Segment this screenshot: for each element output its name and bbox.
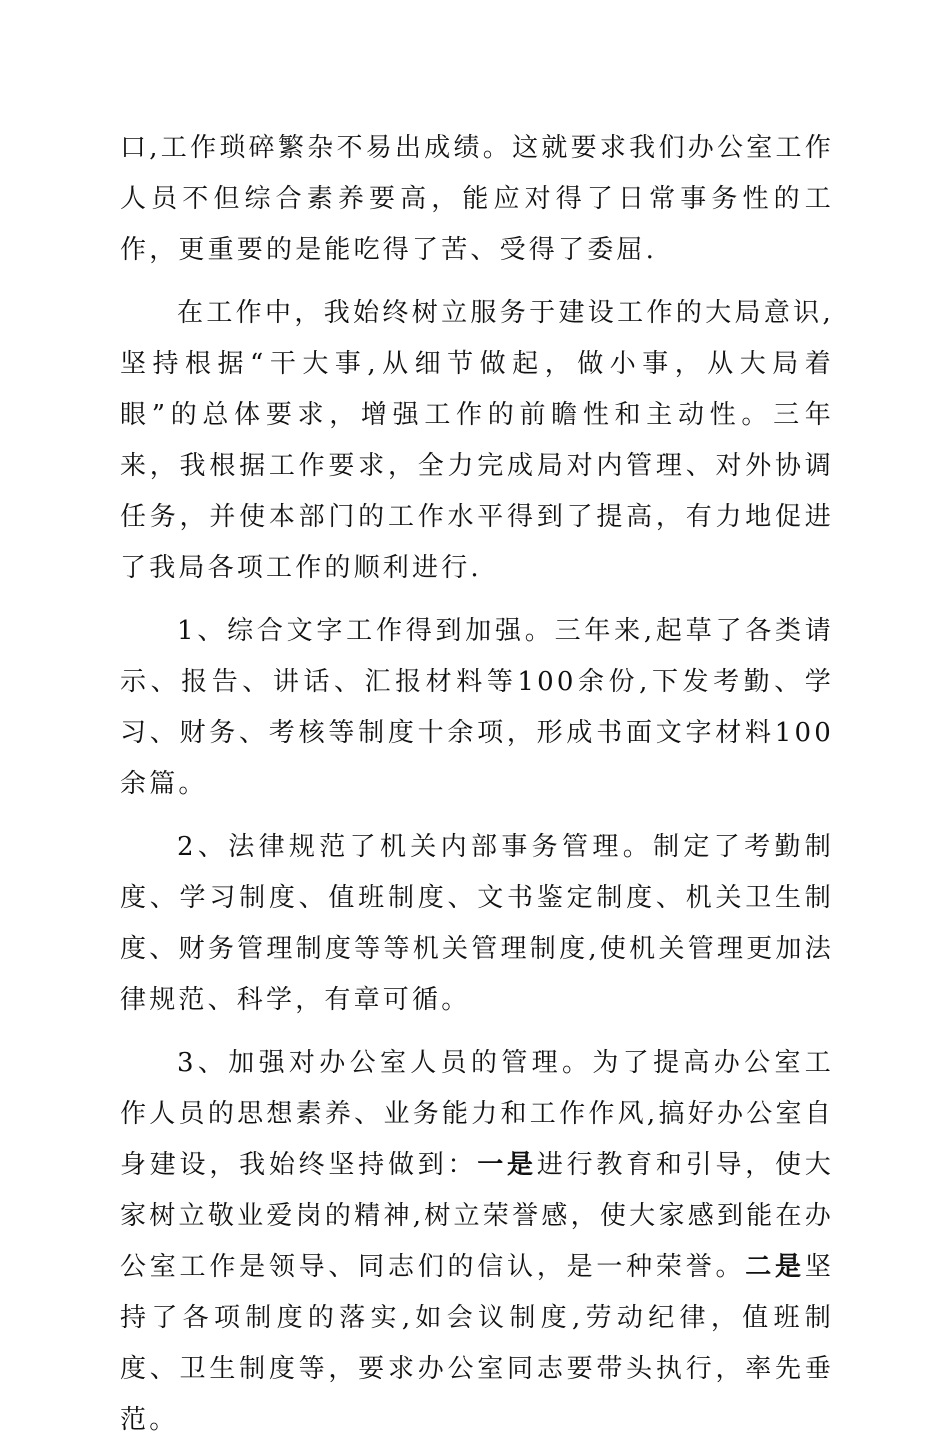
paragraph-item-2: 2、法律规范了机关内部事务管理。制定了考勤制度、学习制度、值班制度、文书鉴定制度、机关卫生制度、财务管理制度等等机关管理制度,使机关管理更加法律规范、科学，有章可循。 [120,832,834,1015]
paragraph-item-3 [120,1038,834,1446]
paragraph-item-3-second-point: 坚持了各项制度的落实,如会议制度,劳动纪律，值班制度、卫生制度等，要求办公室同志要带头执行，率先垂范。 [120,1252,835,1435]
paragraph-item-1: 1、综合文字工作得到加强。三年来,起草了各类请示、报告、讲话、汇报材料等100余份,下发考勤、学习、财务、考核等制度十余项，形成书面文字材料100余篇。 [120,616,834,799]
document-page [120,123,834,1446]
paragraph-overview: 在工作中，我始终树立服务于建设工作的大局意识,坚持根据“干大事,从细节做起，做小事，从大局着眼”的总体要求，增强工作的前瞻性和主动性。三年来，我根据工作要求，全力完成局对内管理、对外协调任务，并使本部门的工作水平得到了提高，有力地促进了我局各项工作的顺利进行. [120,298,834,583]
paragraph-continuation: 口,工作琐碎繁杂不易出成绩。这就要求我们办公室工作人员不但综合素养要高，能应对得了日常事务性的工作，更重要的是能吃得了苦、受得了委屈. [120,133,834,265]
emphasis-first: 一是 [477,1150,537,1180]
paragraph-item-3-intro: 3、加强对办公室人员的管理。为了提高办公室工作人员的思想素养、业务能力和工作作风,搞好办公室自身建设，我始终坚持做到： [120,1048,834,1180]
paragraph-item-3-first-point: 进行教育和引导，使大家树立敬业爱岗的精神,树立荣誉感，使大家感到能在办公室工作是领导、同志们的信认，是一种荣誉。 [120,1150,834,1282]
emphasis-second: 二是 [745,1252,805,1282]
